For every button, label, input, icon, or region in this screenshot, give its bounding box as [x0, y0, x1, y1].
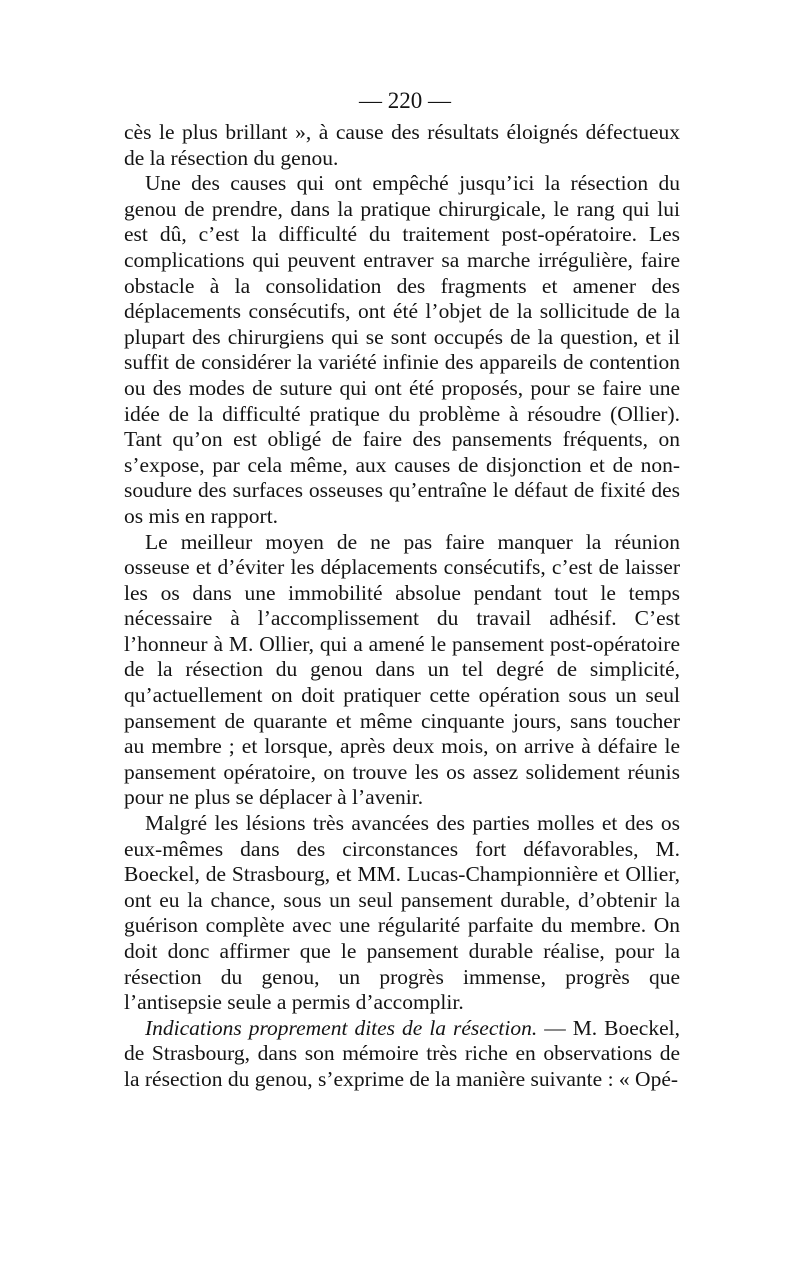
paragraph-4: Malgré les lésions très avancées des parties molles et des os eux-mêmes dans des circonstances fort défavorables, M. Boeckel, de Strasbourg, et MM. Lucas-Championnière et Ollier, ont eu la chance, sous un seul pansement durable, d’obtenir la guérison complète avec une régularité parfaite du membre. On doit donc affirmer que le pansement durable réalise, pour la résection du genou, un progrès immense, progrès que l’antisepsie seule a permis d’accomplir. [124, 811, 680, 1015]
section-heading: Indications proprement dites de la résection. [145, 1015, 538, 1040]
paragraph-5-text: — M. Boeckel, de Strasbourg, dans son mémoire très riche en observations de la résection du genou, s’exprime de la manière suivante : « Opé- [124, 1015, 680, 1091]
paragraph-2: Une des causes qui ont empêché jusqu’ici la résection du genou de prendre, dans la pratique chirurgicale, le rang qui lui est dû, c’est la difficulté du traitement post-opératoire. Les complications qui peuvent entraver sa marche irrégulière, faire obstacle à la consolidation des fragments et amener des déplacements consécutifs, ont été l’objet de la sollicitude de la plupart des chirurgiens qui se sont occupés de la question, et il suffit de considérer la variété infinie des appareils de contention ou des modes de suture qui ont été proposés, pour se faire une idée de la difficulté pratique du problème à résoudre (Ollier). Tant qu’on est obligé de faire des pansements fréquents, on s’expose, par cela même, aux causes de disjonction et de non-soudure des surfaces osseuses qu’entraîne le défaut de fixité des os mis en rapport. [124, 171, 680, 528]
paragraph-1: cès le plus brillant », à cause des résultats éloignés défectueux de la résection du genou. [124, 120, 680, 170]
body-text [124, 120, 680, 1093]
paragraph-3: Le meilleur moyen de ne pas faire manquer la réunion osseuse et d’éviter les déplacements consécutifs, c’est de laisser les os dans une immobilité absolue pendant tout le temps nécessaire à l’accomplissement du travail adhésif. C’est l’honneur à M. Ollier, qui a amené le pansement post-opératoire de la résection du genou dans un tel degré de simplicité, qu’actuellement on doit pratiquer cette opération sous un seul pansement de quarante et même cinquante jours, sans toucher au membre ; et lorsque, après deux mois, on arrive à défaire le pansement opératoire, on trouve les os assez solidement réunis pour ne plus se déplacer à l’avenir. [124, 529, 680, 810]
paragraph-5 [124, 1016, 680, 1093]
book-page [124, 84, 680, 1093]
page-number: — 220 — [359, 88, 451, 113]
